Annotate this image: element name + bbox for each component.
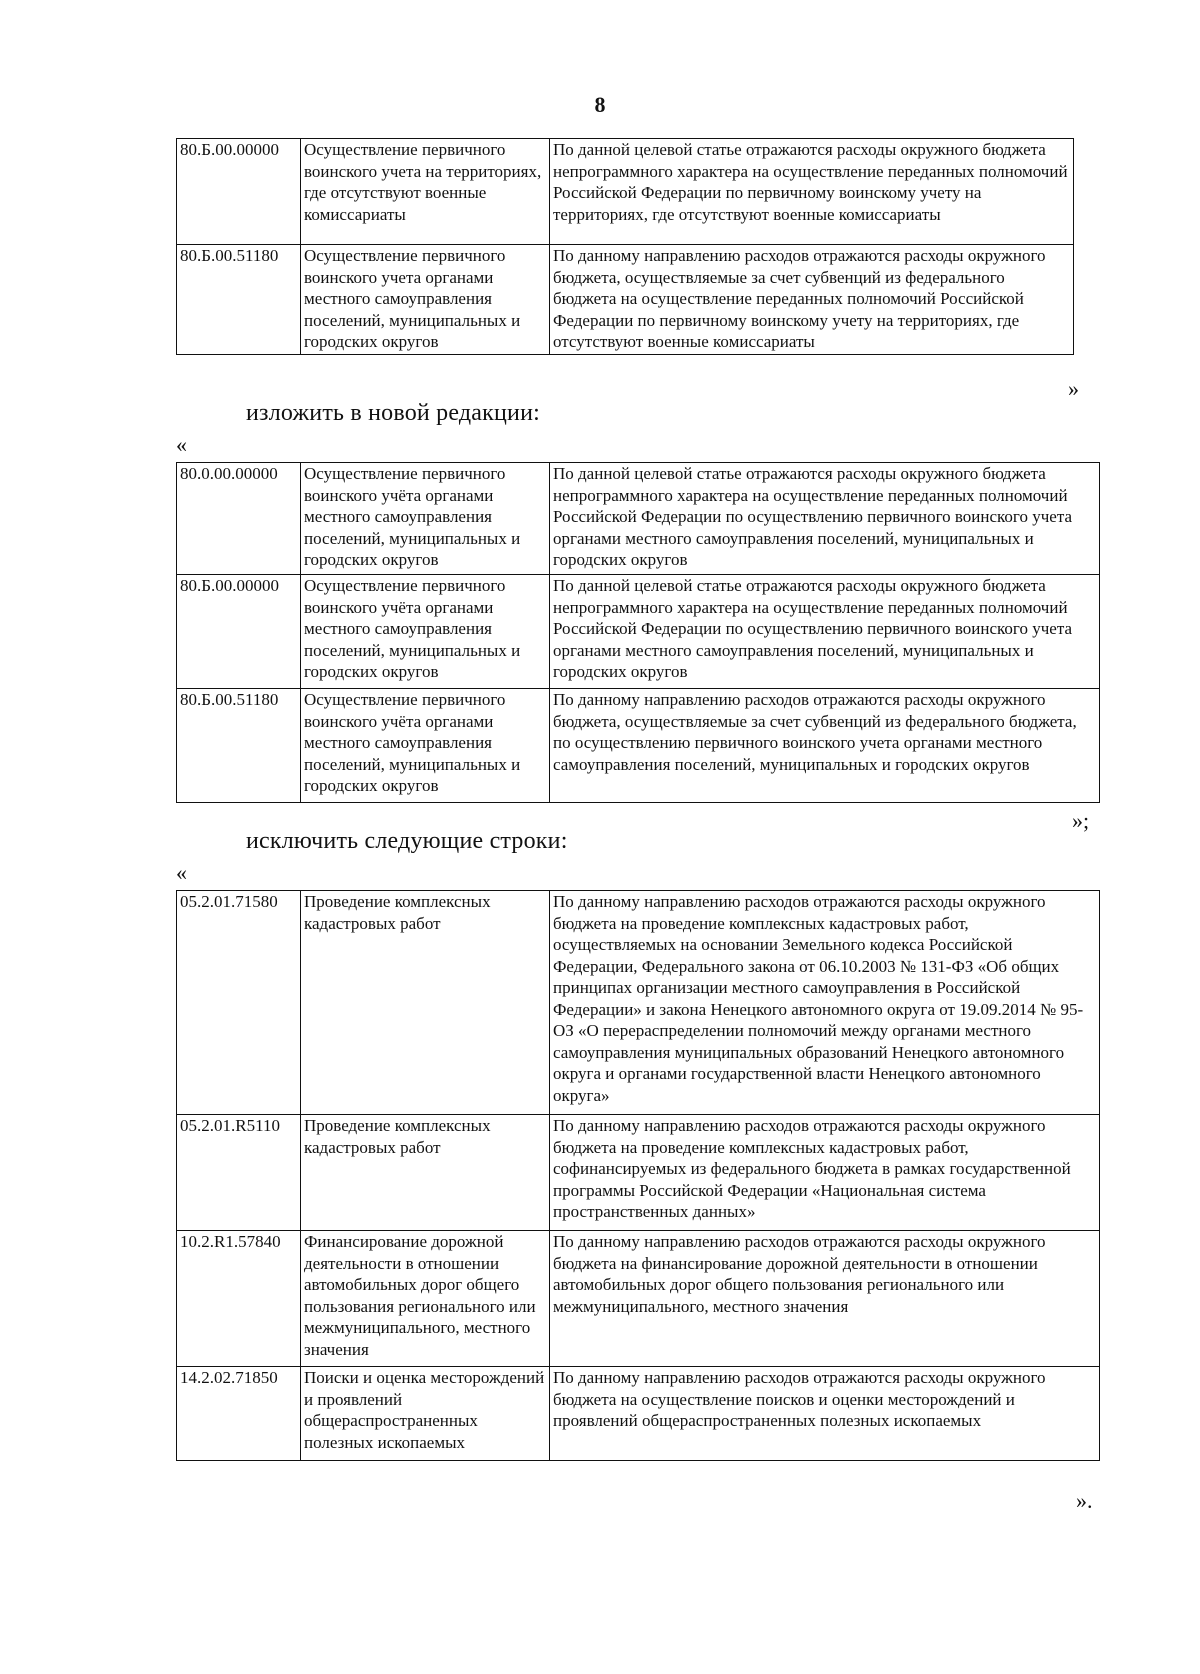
description-cell: По данному направлению расходов отражаются расходы окружного бюджета, осуществляемые за счет субвенций из федерального бюджета на осуществление переданных полномочий Российской Федерации по первичному воинскому учету на территориях, где отсутствуют военные комиссариаты (550, 245, 1074, 355)
name-cell: Проведение комплексных кадастровых работ (301, 891, 550, 1115)
description-cell: По данному направлению расходов отражаются расходы окружного бюджета на финансирование дорожной деятельности в отношении автомобильных дорог общего пользования регионального или межмуниципального, местного значения (550, 1231, 1100, 1367)
name-cell: Осуществление первичного воинского учёта органами местного самоуправления поселений, муниципальных и городских округов (301, 689, 550, 803)
description-cell: По данной целевой статье отражаются расходы окружного бюджета непрограммного характера на осуществление переданных полномочий Российской Федерации по осуществлению первичного воинского учета органами местного самоуправления поселений, муниципальных и городских округов (550, 463, 1100, 575)
description-cell: По данному направлению расходов отражаются расходы окружного бюджета, осуществляемые за счет субвенций из федерального бюджета, по осуществлению первичного воинского учета органами местного самоуправления поселений, муниципальных и городских округов (550, 689, 1100, 803)
code-cell: 05.2.01.R5110 (177, 1115, 301, 1231)
description-cell: По данному направлению расходов отражаются расходы окружного бюджета на проведение комплексных кадастровых работ, софинансируемых из федерального бюджета в рамках государственной программы Российской Федерации «Национальная система пространственных данных» (550, 1115, 1100, 1231)
table-row (177, 689, 1100, 803)
description-cell: По данной целевой статье отражаются расходы окружного бюджета непрограммного характера на осуществление переданных полномочий Российской Федерации по осуществлению первичного воинского учета органами местного самоуправления поселений, муниципальных и городских округов (550, 575, 1100, 689)
page-number: 8 (594, 92, 606, 117)
code-cell: 05.2.01.71580 (177, 891, 301, 1115)
code-cell: 80.0.00.00000 (177, 463, 301, 575)
name-cell: Осуществление первичного воинского учёта органами местного самоуправления поселений, муниципальных и городских округов (301, 575, 550, 689)
name-cell: Поиски и оценка месторождений и проявлений общераспространенных полезных ископаемых (301, 1367, 550, 1461)
table-new-edition (176, 462, 1100, 803)
close-quote: » (1068, 376, 1079, 401)
name-cell: Осуществление первичного воинского учёта органами местного самоуправления поселений, муниципальных и городских округов (301, 463, 550, 575)
code-cell: 80.Б.00.00000 (177, 575, 301, 689)
table-row (177, 1231, 1100, 1367)
table-exclude (176, 890, 1100, 1461)
description-cell: По данному направлению расходов отражаются расходы окружного бюджета на проведение комплексных кадастровых работ, осуществляемых на основании Земельного кодекса Российской Федерации, Федерального закона от 06.10.2003 № 131-ФЗ «Об общих принципах организации местного самоуправления в Российской Федерации» и закона Ненецкого автономного округа от 19.09.2014 № 95-ОЗ «О перераспределении полномочий между органами местного самоуправления муниципальных образований Ненецкого автономного округа и органами государственной власти Ненецкого автономного округа» (550, 891, 1100, 1115)
open-quote: « (176, 860, 187, 885)
table-before (176, 138, 1074, 355)
code-cell: 80.Б.00.51180 (177, 689, 301, 803)
description-cell: По данной целевой статье отражаются расходы окружного бюджета непрограммного характера на осуществление переданных полномочий Российской Федерации по первичному воинскому учету на территориях, где отсутствуют военные комиссариаты (550, 139, 1074, 245)
table-row (177, 575, 1100, 689)
close-quote: »; (1072, 808, 1090, 833)
name-cell: Осуществление первичного воинского учета на территориях, где отсутствуют военные комиссариаты (301, 139, 550, 245)
table-row (177, 245, 1074, 355)
name-cell: Финансирование дорожной деятельности в отношении автомобильных дорог общего пользования регионального или межмуниципального, местного значения (301, 1231, 550, 1367)
code-cell: 80.Б.00.00000 (177, 139, 301, 245)
table-row (177, 463, 1100, 575)
code-cell: 80.Б.00.51180 (177, 245, 301, 355)
code-cell: 10.2.R1.57840 (177, 1231, 301, 1367)
description-cell: По данному направлению расходов отражаются расходы окружного бюджета на осуществление поисков и оценки месторождений и проявлений общераспространенных полезных ископаемых (550, 1367, 1100, 1461)
table-row (177, 139, 1074, 245)
code-cell: 14.2.02.71850 (177, 1367, 301, 1461)
section-heading-new: изложить в новой редакции: (246, 400, 541, 426)
name-cell: Осуществление первичного воинского учета органами местного самоуправления поселений, муниципальных и городских округов (301, 245, 550, 355)
name-cell: Проведение комплексных кадастровых работ (301, 1115, 550, 1231)
section-heading-exclude: исключить следующие строки: (246, 828, 568, 854)
table-row (177, 891, 1100, 1115)
table-row (177, 1367, 1100, 1461)
open-quote: « (176, 432, 187, 457)
close-quote: ». (1076, 1488, 1093, 1513)
table-row (177, 1115, 1100, 1231)
